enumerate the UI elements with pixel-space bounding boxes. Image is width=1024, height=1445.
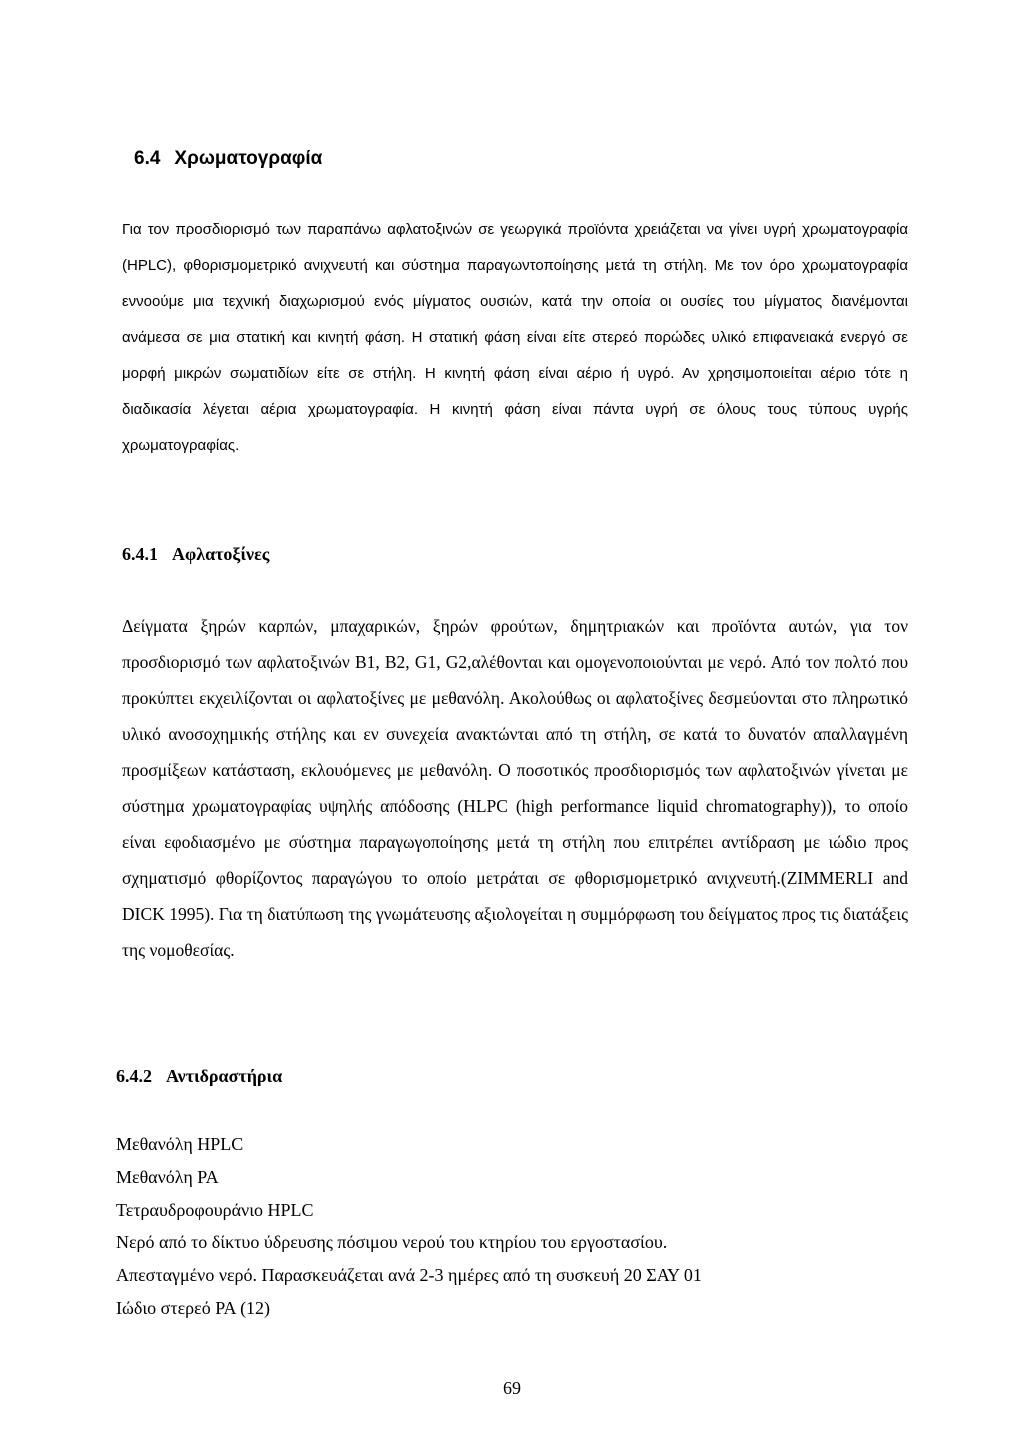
reagent-item: Μεθανόλη PA xyxy=(116,1166,219,1187)
reagents-title: Αντιδραστήρια xyxy=(166,1066,283,1086)
reagents-list xyxy=(116,1128,702,1325)
page-number: 69 xyxy=(503,1378,521,1398)
reagents-heading xyxy=(116,1066,282,1087)
section-number: 6.4 xyxy=(134,148,161,169)
reagent-item: Μεθανόλη HPLC xyxy=(116,1134,244,1154)
section-title: Χρωματογραφία xyxy=(174,148,323,169)
reagent-item: Απεσταγμένο νερό. Παρασκευάζεται ανά 2-3 ημέρες από τη συσκευή 20 ΣΑΥ 01 xyxy=(116,1265,702,1286)
chromatography-paragraph: Για τον προσδιορισμό των παραπάνω αφλατοξινών σε γεωργικά προϊόντα χρειάζεται να γίνει υγρή χρωματογραφία (HPLC), φθορισμομετρικό ανιχνευτή και σύστημα παραγωντοποίησης μετά τη στήλη. Με τον όρο χρωματογραφία εννοούμε μια τεχνική διαχωρισμού ενός μίγματος ουσιών, κατά την οποία οι ουσίες του μίγματος διανέμονται ανάμεσα σε μια στατική και κινητή φάση. Η στατική φάση είναι είτε στερεό πορώδες υλικό επιφανειακά ενεργό σε μορφή μικρών σωματιδίων είτε σε στήλη. Η κινητή φάση είναι αέριο ή υγρό. Αν χρησιμοποιείται αέριο τότε η διαδικασία λέγεται αέρια χρωματογραφία. Η κινητή φάση είναι πάντα υγρή σε όλους τους τύπους υγρής χρωματογραφίας. xyxy=(122,221,908,454)
reagent-item: Ιώδιο στερεό PA (12) xyxy=(116,1297,271,1318)
reagent-item: Νερό από το δίκτυο ύδρευσης πόσιμου νερού του κτηρίου του εργοστασίου. xyxy=(116,1232,668,1253)
reagents-number: 6.4.2 xyxy=(116,1066,152,1086)
aflatoxins-heading xyxy=(122,544,269,565)
reagent-item: Τετραυδροφουράνιο HPLC xyxy=(116,1199,314,1220)
aflatoxins-paragraph: Δείγματα ξηρών καρπών, μπαχαρικών, ξηρών φρούτων, δημητριακών και προϊόντα αυτών, για τον προσδιορισμό των αφλατοξινών B1, B2, G1, G2,αλέθονται και ομογενοποιούνται με νερό. Από τον πολτό που προκύπτει εκχειλίζονται οι αφλατοξίνες με μεθανόλη. Ακολούθως οι αφλατοξίνες δεσμεύονται στο πληρωτικό υλικό ανοσοχημικής στήλης και εν συνεχεία ανακτώνται από τη στήλη, σε κατά το δυνατόν απαλλαγμένη προσμίξεων κατάσταση, εκλουόμενες με μεθανόλη. Ο ποσοτικός προσδιορισμός των αφλατοξινών γίνεται με σύστημα χρωματογραφίας υψηλής απόδοσης (HLPC (high performance liquid chromatography)), το οποίο είναι εφοδιασμένο με σύστημα παραγωγοποίησης μετά τη στήλη που επιτρέπει αντίδραση με ιώδιο προς σχηματισμό φθορίζοντος παραγώγου το οποίο μετράται σε φθορισμομετρικό ανιχνευτή.(ZIMMERLI and DICK 1995). Για τη διατύπωση της γνωμάτευσης αξιολογείται η συμμόρφωση του δείγματος προς τις διατάξεις της νομοθεσίας. xyxy=(122,616,908,960)
aflatoxins-number: 6.4.1 xyxy=(122,544,158,564)
section-heading xyxy=(134,148,322,170)
aflatoxins-title: Αφλατοξίνες xyxy=(172,544,270,564)
